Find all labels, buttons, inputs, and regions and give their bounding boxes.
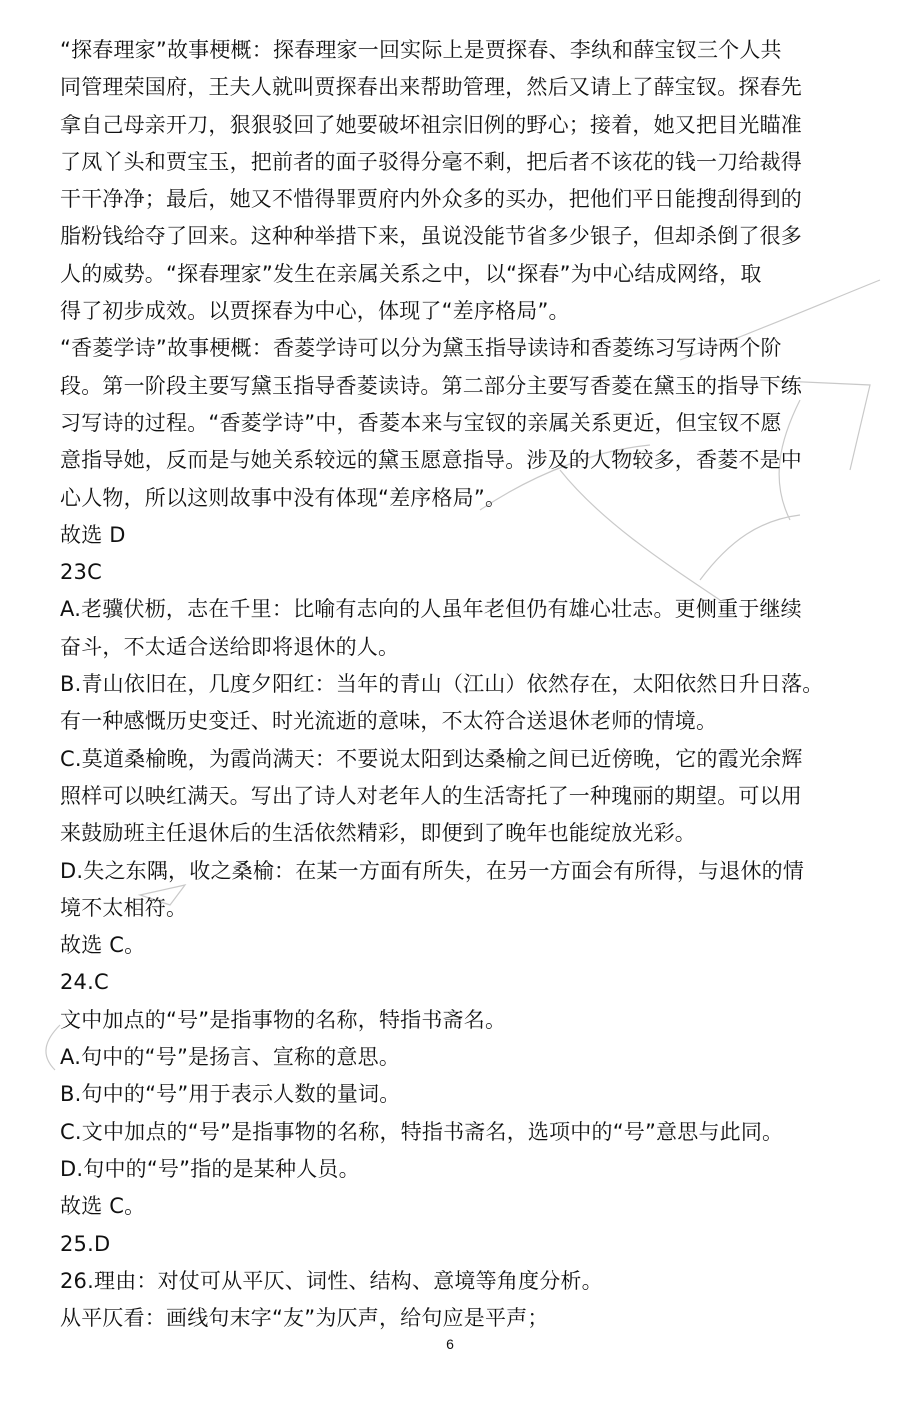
- text-line: 奋斗，不太适合送给即将退休的人。: [60, 634, 400, 659]
- text-line: 意指导她，反而是与她关系较远的黛玉愿意指导。涉及的人物较多，香菱不是中: [60, 448, 802, 473]
- text-line: “香菱学诗”故事梗概：香菱学诗可以分为黛玉指导读诗和香菱练习写诗两个阶: [60, 336, 782, 361]
- text-line: D.句中的“号”指的是某种人员。: [60, 1156, 360, 1181]
- text-line: 境不太相符。: [60, 895, 188, 920]
- text-line: 了凤丫头和贾宝玉，把前者的面子驳得分毫不剩，把后者不该花的钱一刀给裁得: [60, 149, 802, 174]
- text-line: 习写诗的过程。“香菱学诗”中，香菱本来与宝钗的亲属关系更近，但宝钗不愿: [60, 410, 782, 435]
- text-line: 故选 D: [60, 522, 126, 547]
- text-line: A.老骥伏枥，志在千里：比喻有志向的人虽年老但仍有雄心壮志。更侧重于继续: [60, 597, 802, 622]
- text-line: D.失之东隅，收之桑榆：在某一方面有所失，在另一方面会有所得，与退休的情: [60, 858, 805, 883]
- page-number: 6: [446, 1336, 454, 1352]
- text-line: 段。第一阶段主要写黛玉指导香菱读诗。第二部分主要写香菱在黛玉的指导下练: [60, 373, 802, 398]
- text-line: 故选 C。: [60, 1194, 146, 1219]
- text-line: 从平仄看：画线句末字“友”为仄声，给句应是平声；: [60, 1306, 549, 1331]
- text-line: C.文中加点的“号”是指事物的名称，特指书斋名，选项中的“号”意思与此同。: [60, 1119, 784, 1144]
- text-line: 拿自己母亲开刀，狠狠驳回了她要破坏祖宗旧例的野心；接着，她又把目光瞄准: [60, 112, 802, 137]
- text-line: C.莫道桑榆晚，为霞尚满天：不要说太阳到达桑榆之间已近傍晚，它的霞光余辉: [60, 746, 803, 771]
- text-line: 文中加点的“号”是指事物的名称，特指书斋名。: [60, 1007, 507, 1032]
- text-line: 来鼓励班主任退休后的生活依然精彩，即便到了晚年也能绽放光彩。: [60, 821, 696, 846]
- text-line: 脂粉钱给夺了回来。这种种举措下来，虽说没能节省多少银子，但却杀倒了很多: [60, 224, 802, 249]
- text-line: “探春理家”故事梗概：探春理家一回实际上是贾探春、李纨和薛宝钗三个人共: [60, 38, 782, 62]
- text-line: 得了初步成效。以贾探春为中心，体现了“差序格局”。: [60, 299, 570, 324]
- question-number: 25.D: [60, 1231, 111, 1256]
- answer-text-body: [60, 32, 840, 1337]
- text-line: A.句中的“号”是扬言、宣称的意思。: [60, 1045, 401, 1070]
- question-number: 24.C: [60, 970, 109, 995]
- text-line: 同管理荣国府，王夫人就叫贾探春出来帮助管理，然后又请上了薛宝钗。探春先: [60, 75, 802, 100]
- text-line: 故选 C。: [60, 933, 146, 958]
- text-line: 有一种感慨历史变迁、时光流逝的意味，不太符合送退休老师的情境。: [60, 709, 718, 734]
- text-line: 照样可以映红满天。写出了诗人对老年人的生活寄托了一种瑰丽的期望。可以用: [60, 783, 802, 808]
- text-line: 心人物，所以这则故事中没有体现“差序格局”。: [60, 485, 507, 510]
- text-line: 人的威势。“探春理家”发生在亲属关系之中，以“探春”为中心结成网络，取: [60, 261, 762, 286]
- text-line: 26.理由：对仗可从平仄、词性、结构、意境等角度分析。: [60, 1268, 603, 1293]
- text-line: 干干净净；最后，她又不惜得罪贾府内外众多的买办，把他们平日能搜刮得到的: [60, 187, 802, 212]
- text-line: B.句中的“号”用于表示人数的量词。: [60, 1082, 401, 1107]
- question-number: 23C: [60, 560, 102, 585]
- text-line: B.青山依旧在，几度夕阳红：当年的青山（江山）依然存在，太阳依然日升日落。: [60, 672, 824, 697]
